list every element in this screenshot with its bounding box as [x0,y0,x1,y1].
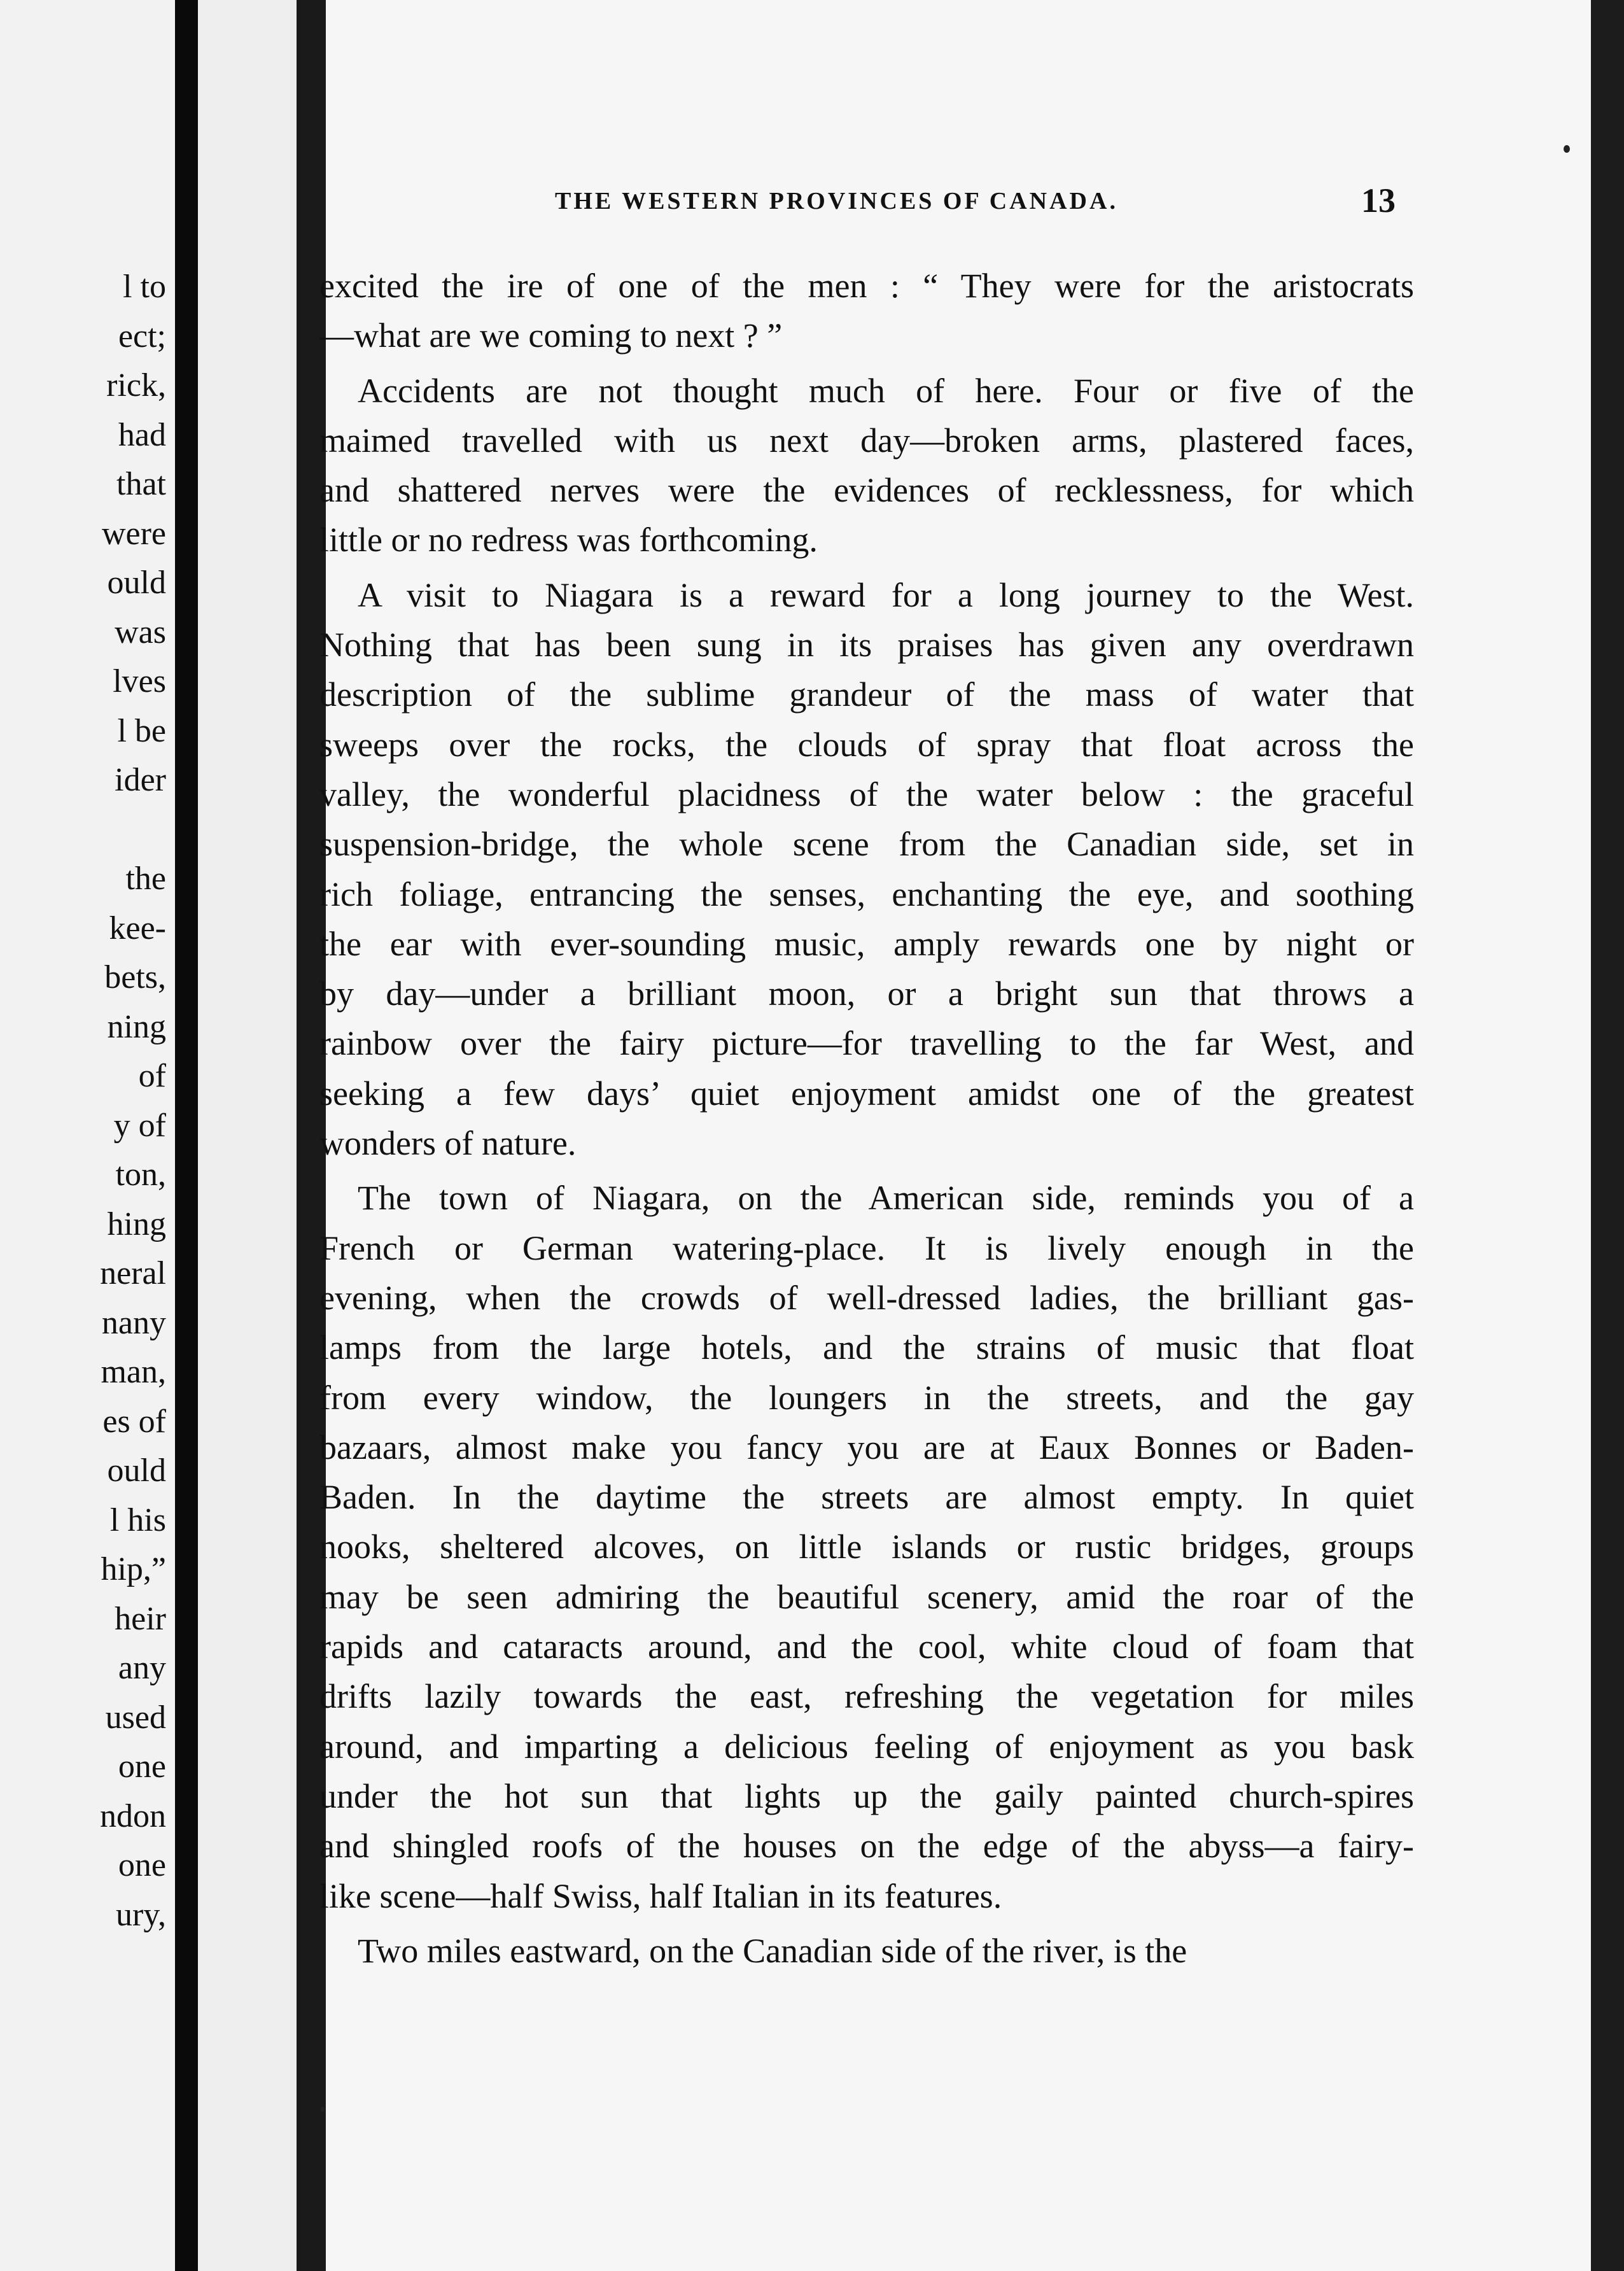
main-page [319,0,1591,2271]
left-page-line-fragment: bets, [104,959,166,995]
text-line: Baden. In the daytime the streets are almost empty. In quiet [319,1478,1414,1517]
left-page-line-fragment: ider [115,762,166,798]
left-page-line-fragment: l his [109,1501,166,1538]
text-line: sweeps over the rocks, the clouds of spray that float across the [319,725,1414,764]
left-page-line-fragment: hing [107,1206,166,1242]
text-line: rainbow over the fairy picture—for travelling to the far West, and [319,1024,1414,1063]
left-page-line-fragment: the [125,861,166,897]
text-line: little or no redress was forthcoming. [319,521,818,559]
left-page-line-fragment: was [115,614,166,650]
left-page-line-fragment: one [118,1748,166,1785]
text-line: Accidents are not thought much of here. Four or five of the [358,371,1414,410]
paragraph [319,261,1414,361]
text-line: The town of Niagara, on the American side, reminds you of a [358,1179,1414,1218]
left-page-line-fragment: man, [101,1354,166,1390]
text-line: —what are we coming to next ? ” [319,316,783,355]
left-page-line-fragment: l be [117,712,166,749]
left-page-line-fragment: neral [100,1255,166,1291]
left-page-line-fragment: one [118,1847,166,1883]
text-line: French or German watering-place. It is lively enough in the [319,1228,1414,1267]
left-page-line-fragment: any [118,1650,166,1686]
text-line: suspension-bridge, the whole scene from the Canadian side, set in [319,825,1414,864]
running-head [326,181,1471,232]
left-page-line-fragment: ect; [118,318,166,355]
inner-margin-strip [198,0,297,2271]
scan-speck [1564,145,1570,153]
left-page-line-fragment: that [116,466,166,502]
text-line: under the hot sun that lights up the gaily painted church-spires [319,1776,1414,1815]
left-page-line-fragment: ning [107,1008,166,1045]
scan-speck [321,2107,325,2112]
text-line: rapids and cataracts around, and the cool, white cloud of foam that [319,1628,1414,1666]
text-line: description of the sublime grandeur of the mass of water that [319,675,1414,714]
left-page-line-fragment: l to [123,269,166,305]
left-page-line-fragment: ton, [115,1157,166,1193]
text-line: seeking a few days’ quiet enjoyment amidst one of the greatest [319,1074,1414,1113]
left-page-line-fragment: rick, [106,367,166,404]
left-page-line-fragment: ould [107,1452,166,1489]
text-line: evening, when the crowds of well-dressed ladies, the brilliant gas- [319,1278,1414,1317]
left-page-line-fragment [0,805,166,855]
text-line: lamps from the large hotels, and the strains of music that float [319,1328,1414,1367]
left-page-line-fragment: heir [115,1600,166,1637]
text-line: excited the ire of one of the men : “ They were for the aristocrats [319,267,1414,305]
paragraph [319,570,1414,1169]
text-line: around, and imparting a delicious feeling of enjoyment as you bask [319,1727,1414,1766]
text-line: by day—under a brilliant moon, or a bright sun that throws a [319,974,1414,1013]
gutter [175,0,198,2271]
paragraph [319,366,1414,565]
left-page-line-fragment: es of [102,1403,166,1440]
text-line: Nothing that has been sung in its praises has given any overdrawn [319,626,1414,664]
text-line: nooks, sheltered alcoves, on little islands or rustic bridges, groups [319,1528,1414,1566]
left-page-line-fragment: kee- [109,910,166,946]
left-facing-page [0,0,175,2271]
text-line: rich foliage, entrancing the senses, enchanting the eye, and soothing [319,875,1414,913]
left-page-line-fragment: ould [107,565,166,601]
text-line: may be seen admiring the beautiful scenery, amid the roar of the [319,1577,1414,1616]
right-page-edge [1591,0,1624,2271]
text-line: and shingled roofs of the houses on the edge of the abyss—a fairy- [319,1827,1414,1866]
paragraph-gap [319,565,1414,570]
left-page-line-fragment: y of [113,1107,166,1144]
left-page-line-fragment: were [101,515,166,552]
left-page-line-fragment: hip,” [101,1551,166,1587]
left-page-line-fragment: of [138,1058,166,1094]
body-text [319,261,1414,1976]
paragraph-gap [319,1168,1414,1173]
paragraph [319,1926,1414,1976]
text-line: like scene—half Swiss, half Italian in its features. [319,1876,1002,1915]
text-line: drifts lazily towards the east, refreshing the vegetation for miles [319,1677,1414,1716]
text-line: A visit to Niagara is a reward for a long journey to the West. [358,575,1414,614]
paragraph [319,1173,1414,1920]
page-number: 13 [1361,181,1396,220]
left-page-line-fragment: nany [101,1304,166,1341]
left-page-line-fragment: used [105,1699,166,1736]
left-page-line-fragment: lves [113,663,166,700]
text-line: bazaars, almost make you fancy you are at Eaux Bonnes or Baden- [319,1428,1414,1466]
left-page-line-fragment: had [118,416,166,453]
running-head-title: THE WESTERN PROVINCES OF CANADA. [555,188,1118,214]
text-line: and shattered nerves were the evidences of recklessness, for which [319,471,1414,510]
left-page-text [0,262,166,1939]
text-line: valley, the wonderful placidness of the water below : the graceful [319,775,1414,813]
left-page-line-fragment: ury, [116,1896,166,1933]
paragraph-gap [319,1921,1414,1926]
text-line: from every window, the loungers in the streets, and the gay [319,1378,1414,1417]
text-line: maimed travelled with us next day—broken arms, plastered faces, [319,421,1414,460]
text-line: wonders of nature. [319,1124,577,1163]
paragraph-gap [319,361,1414,366]
text-line: Two miles eastward, on the Canadian side of the river, is the [358,1931,1187,1970]
text-line: the ear with ever-sounding music, amply rewards one by night or [319,924,1414,963]
left-page-line-fragment: ndon [100,1797,166,1834]
